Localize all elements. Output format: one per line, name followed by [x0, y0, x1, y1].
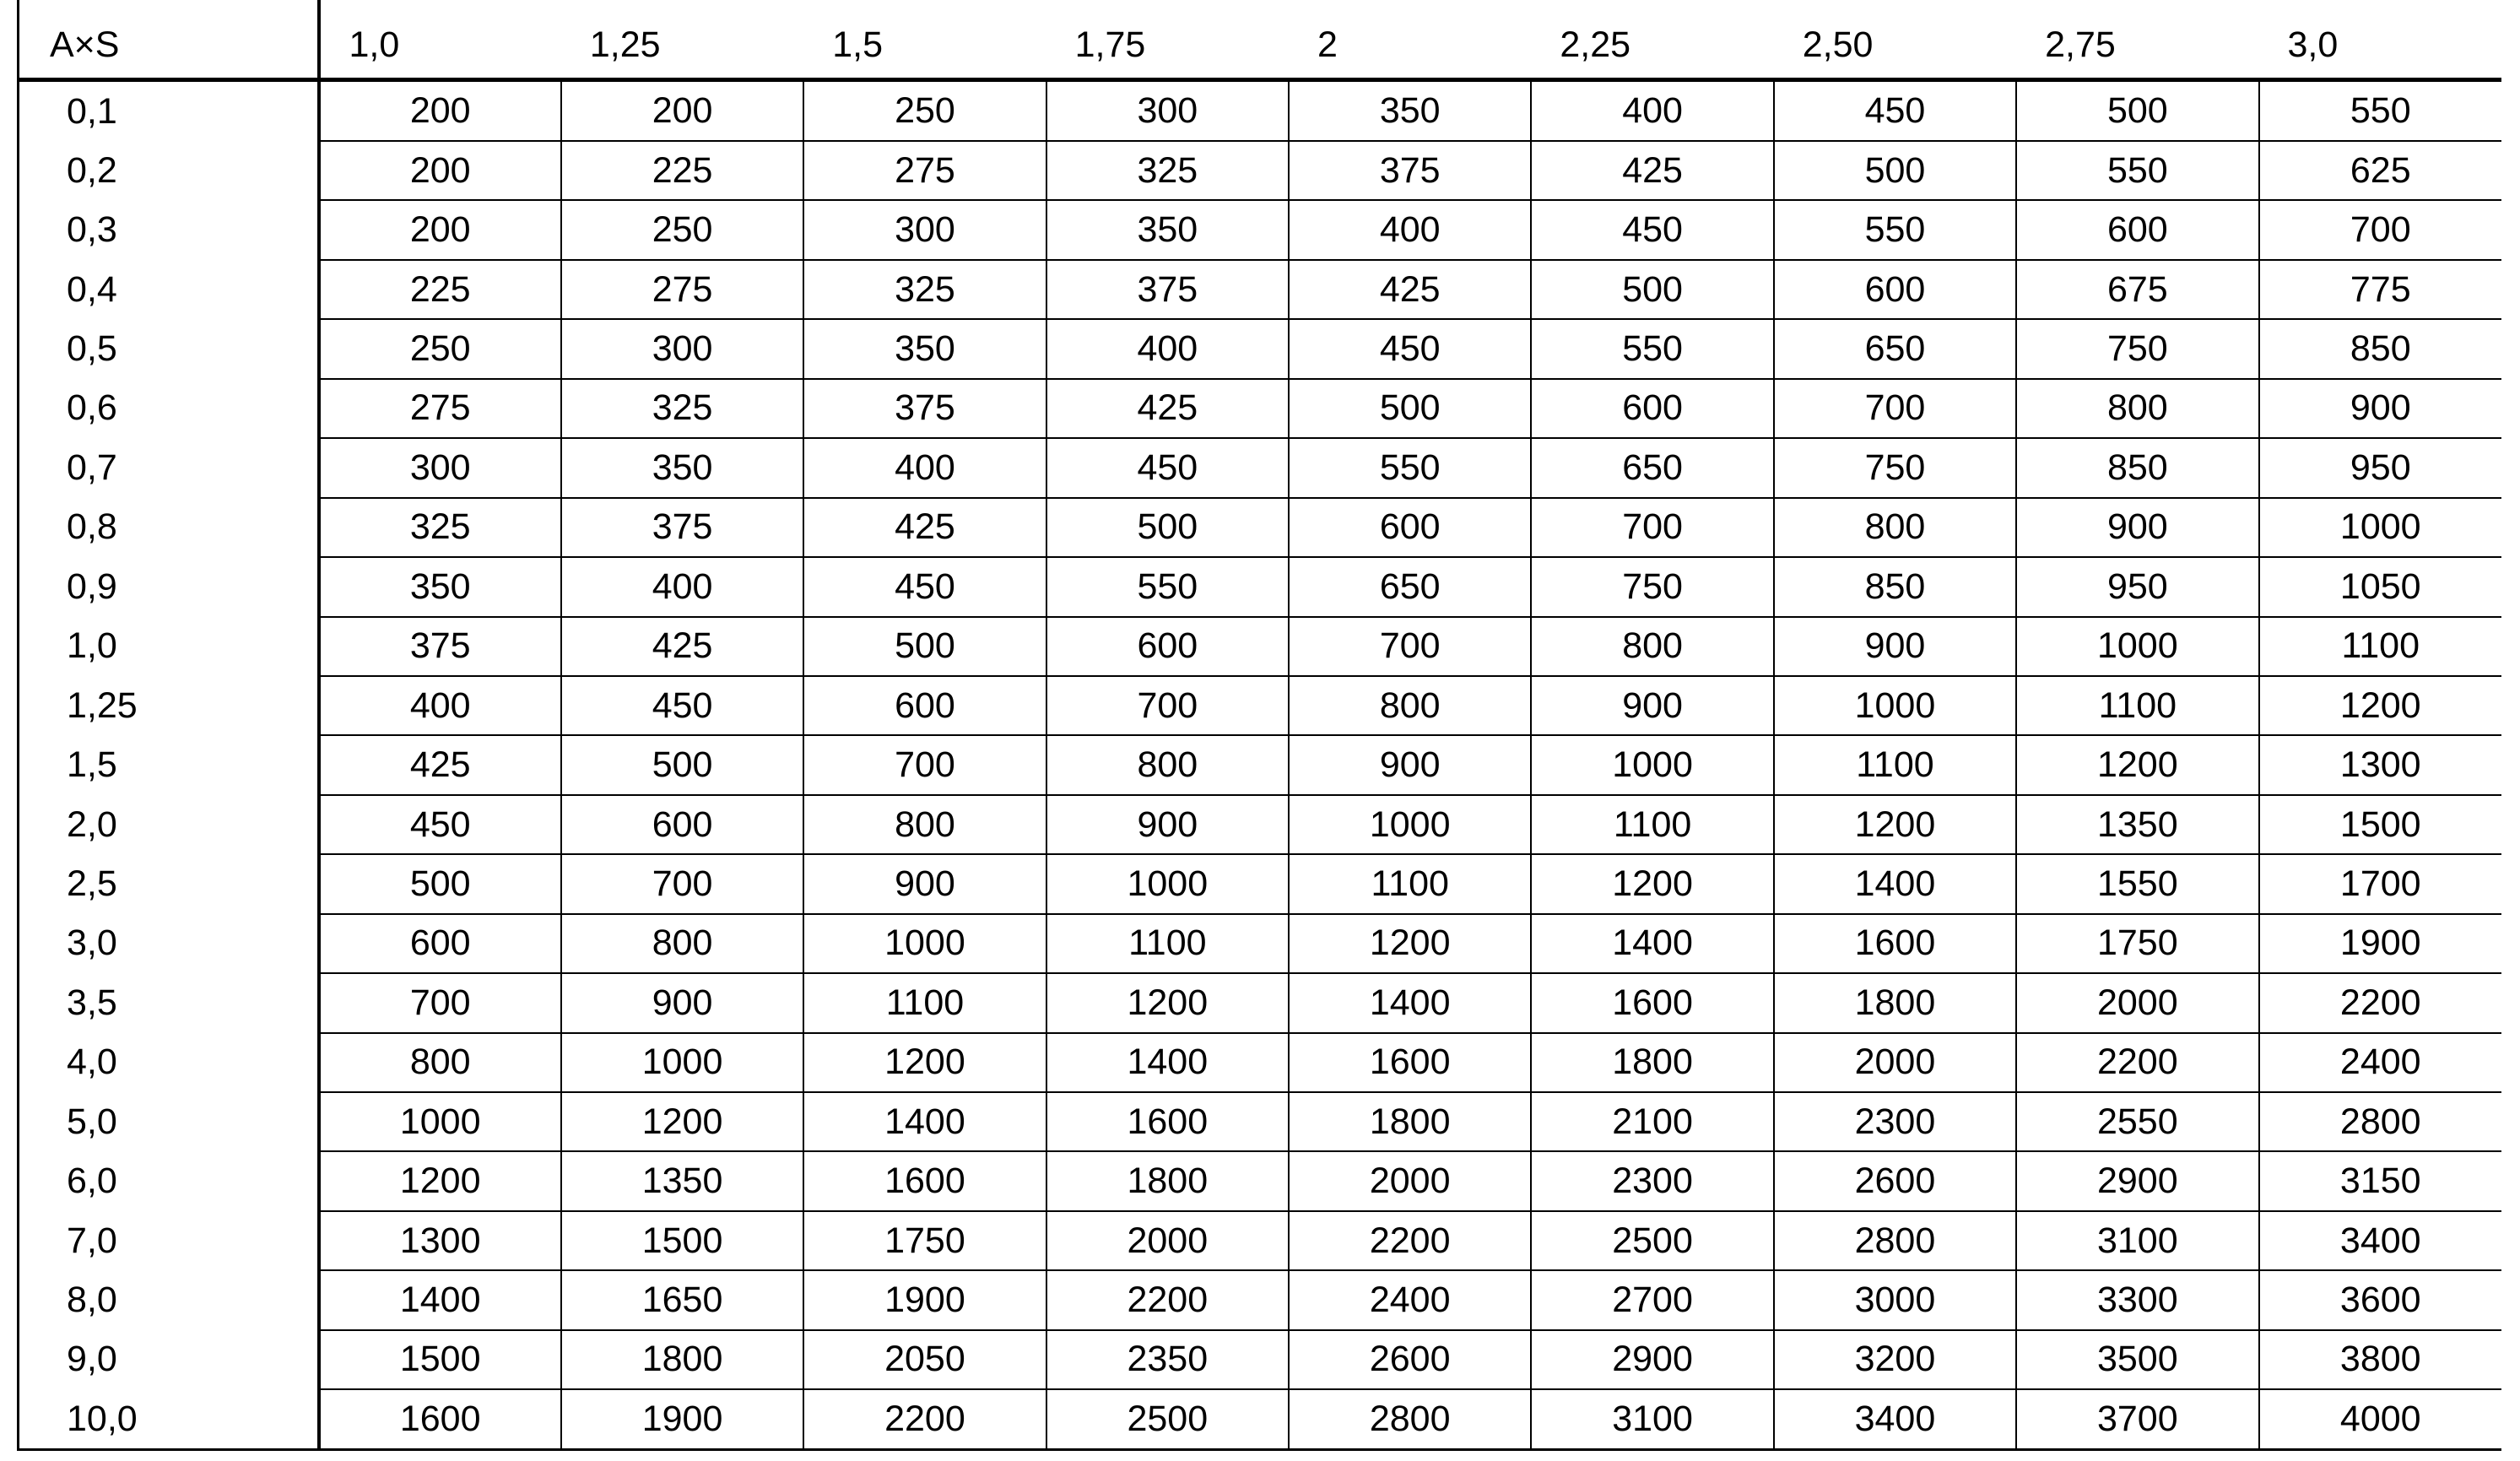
table-cell: 1000 — [1289, 795, 1531, 854]
table-cell: 3600 — [2259, 1270, 2502, 1329]
row-label: 1,0 — [19, 617, 319, 676]
table-cell: 1200 — [319, 1151, 561, 1210]
table-cell: 200 — [319, 200, 561, 259]
table-row — [19, 80, 2502, 142]
table-cell: 450 — [1289, 319, 1531, 378]
table-cell: 1100 — [1531, 795, 1773, 854]
table-cell: 450 — [803, 557, 1046, 616]
table-cell: 2200 — [803, 1389, 1046, 1449]
table-cell: 2600 — [1289, 1330, 1531, 1389]
row-label: 0,2 — [19, 141, 319, 200]
column-header: 1,75 — [1046, 0, 1289, 80]
table-cell: 425 — [319, 735, 561, 794]
table-cell: 325 — [561, 379, 803, 438]
table-cell: 750 — [2016, 319, 2258, 378]
table-cell: 3800 — [2259, 1330, 2502, 1389]
table-cell: 800 — [2016, 379, 2258, 438]
table-cell: 750 — [1531, 557, 1773, 616]
row-label: 3,0 — [19, 914, 319, 973]
row-label: 0,3 — [19, 200, 319, 259]
table-row — [19, 141, 2502, 200]
table-cell: 375 — [803, 379, 1046, 438]
table-cell: 2000 — [1046, 1211, 1289, 1270]
table-cell: 600 — [1289, 498, 1531, 557]
table-cell: 1100 — [1046, 914, 1289, 973]
table-cell: 700 — [1289, 617, 1531, 676]
table-cell: 1200 — [1046, 973, 1289, 1032]
table-cell: 850 — [2259, 319, 2502, 378]
table-cell: 500 — [1046, 498, 1289, 557]
table-cell: 1000 — [1531, 735, 1773, 794]
table-cell: 400 — [803, 438, 1046, 497]
table-cell: 775 — [2259, 260, 2502, 319]
table-cell: 3500 — [2016, 1330, 2258, 1389]
table-cell: 675 — [2016, 260, 2258, 319]
table-cell: 1200 — [803, 1033, 1046, 1092]
row-label: 0,7 — [19, 438, 319, 497]
table-cell: 1400 — [1289, 973, 1531, 1032]
table-row — [19, 260, 2502, 319]
table-cell: 1750 — [2016, 914, 2258, 973]
table-cell: 425 — [1046, 379, 1289, 438]
table-cell: 550 — [2016, 141, 2258, 200]
table-cell: 300 — [1046, 80, 1289, 142]
row-label: 0,6 — [19, 379, 319, 438]
table-row — [19, 1389, 2502, 1449]
row-label: 0,8 — [19, 498, 319, 557]
table-cell: 1000 — [319, 1092, 561, 1151]
table-cell: 600 — [1774, 260, 2016, 319]
column-header: 2 — [1289, 0, 1531, 80]
table-cell: 3200 — [1774, 1330, 2016, 1389]
table-cell: 425 — [803, 498, 1046, 557]
row-label: 3,5 — [19, 973, 319, 1032]
table-cell: 1500 — [561, 1211, 803, 1270]
table-cell: 2800 — [1774, 1211, 2016, 1270]
table-cell: 2350 — [1046, 1330, 1289, 1389]
table-cell: 1900 — [803, 1270, 1046, 1329]
table-container — [17, 0, 2501, 1461]
table-cell: 1000 — [803, 914, 1046, 973]
row-label: 6,0 — [19, 1151, 319, 1210]
table-cell: 250 — [561, 200, 803, 259]
column-header: 1,0 — [319, 0, 561, 80]
table-cell: 325 — [319, 498, 561, 557]
table-cell: 200 — [319, 80, 561, 142]
table-cell: 900 — [2259, 379, 2502, 438]
table-cell: 2300 — [1774, 1092, 2016, 1151]
table-cell: 2000 — [1289, 1151, 1531, 1210]
row-label: 0,9 — [19, 557, 319, 616]
table-cell: 2600 — [1774, 1151, 2016, 1210]
table-cell: 2300 — [1531, 1151, 1773, 1210]
table-cell: 900 — [1531, 676, 1773, 735]
table-cell: 1000 — [2259, 498, 2502, 557]
column-header: 3,0 — [2259, 0, 2502, 80]
table-cell: 700 — [803, 735, 1046, 794]
table-cell: 1600 — [1289, 1033, 1531, 1092]
table-cell: 600 — [561, 795, 803, 854]
table-cell: 200 — [561, 80, 803, 142]
table-cell: 2500 — [1531, 1211, 1773, 1270]
table-cell: 300 — [803, 200, 1046, 259]
table-cell: 800 — [1774, 498, 2016, 557]
table-row — [19, 438, 2502, 497]
row-label: 10,0 — [19, 1389, 319, 1449]
column-header: 2,25 — [1531, 0, 1773, 80]
table-cell: 3100 — [2016, 1211, 2258, 1270]
table-cell: 700 — [2259, 200, 2502, 259]
table-row — [19, 1033, 2502, 1092]
table-cell: 500 — [1531, 260, 1773, 319]
table-cell: 1400 — [1046, 1033, 1289, 1092]
table-cell: 1800 — [561, 1330, 803, 1389]
row-label: 0,4 — [19, 260, 319, 319]
table-cell: 1600 — [1774, 914, 2016, 973]
table-cell: 650 — [1289, 557, 1531, 616]
table-cell: 1200 — [1531, 854, 1773, 913]
table-cell: 1300 — [319, 1211, 561, 1270]
table-body — [19, 80, 2502, 1450]
table-cell: 1000 — [2016, 617, 2258, 676]
table-cell: 1200 — [1289, 914, 1531, 973]
table-cell: 1750 — [803, 1211, 1046, 1270]
table-cell: 550 — [1046, 557, 1289, 616]
table-cell: 700 — [1531, 498, 1773, 557]
table-cell: 250 — [319, 319, 561, 378]
table-cell: 950 — [2259, 438, 2502, 497]
table-row — [19, 1211, 2502, 1270]
table-cell: 1200 — [1774, 795, 2016, 854]
table-row — [19, 498, 2502, 557]
table-cell: 4000 — [2259, 1389, 2502, 1449]
row-label: 2,0 — [19, 795, 319, 854]
table-cell: 350 — [319, 557, 561, 616]
table-cell: 375 — [319, 617, 561, 676]
table-cell: 300 — [561, 319, 803, 378]
row-label: 5,0 — [19, 1092, 319, 1151]
table-cell: 425 — [561, 617, 803, 676]
table-row — [19, 914, 2502, 973]
table-cell: 500 — [319, 854, 561, 913]
table-cell: 1050 — [2259, 557, 2502, 616]
row-label: 9,0 — [19, 1330, 319, 1389]
table-cell: 700 — [561, 854, 803, 913]
corner-label: A×S — [19, 0, 319, 80]
table-cell: 1200 — [2259, 676, 2502, 735]
table-cell: 500 — [2016, 80, 2258, 142]
table-cell: 500 — [803, 617, 1046, 676]
row-label: 4,0 — [19, 1033, 319, 1092]
table-cell: 900 — [561, 973, 803, 1032]
table-cell: 1300 — [2259, 735, 2502, 794]
row-label: 7,0 — [19, 1211, 319, 1270]
table-cell: 1550 — [2016, 854, 2258, 913]
table-cell: 350 — [561, 438, 803, 497]
table-cell: 500 — [1774, 141, 2016, 200]
table-cell: 700 — [1046, 676, 1289, 735]
table-cell: 350 — [803, 319, 1046, 378]
table-cell: 2700 — [1531, 1270, 1773, 1329]
table-cell: 1650 — [561, 1270, 803, 1329]
table-cell: 1600 — [803, 1151, 1046, 1210]
table-cell: 500 — [1289, 379, 1531, 438]
table-cell: 375 — [1046, 260, 1289, 319]
table-cell: 1600 — [1531, 973, 1773, 1032]
table-row — [19, 854, 2502, 913]
table-cell: 2100 — [1531, 1092, 1773, 1151]
table-cell: 2200 — [1046, 1270, 1289, 1329]
table-cell: 3700 — [2016, 1389, 2258, 1449]
table-cell: 800 — [1531, 617, 1773, 676]
row-label: 1,5 — [19, 735, 319, 794]
table-cell: 2400 — [2259, 1033, 2502, 1092]
table-cell: 1700 — [2259, 854, 2502, 913]
table-cell: 375 — [1289, 141, 1531, 200]
row-label: 0,1 — [19, 80, 319, 142]
table-cell: 1000 — [1046, 854, 1289, 913]
table-cell: 600 — [803, 676, 1046, 735]
table-cell: 1500 — [319, 1330, 561, 1389]
table-cell: 550 — [1531, 319, 1773, 378]
table-cell: 800 — [319, 1033, 561, 1092]
table-cell: 1100 — [2259, 617, 2502, 676]
table-cell: 3300 — [2016, 1270, 2258, 1329]
table-cell: 1350 — [2016, 795, 2258, 854]
table-cell: 225 — [561, 141, 803, 200]
table-cell: 950 — [2016, 557, 2258, 616]
table-cell: 1100 — [2016, 676, 2258, 735]
table-cell: 1100 — [1774, 735, 2016, 794]
table-cell: 2200 — [2016, 1033, 2258, 1092]
table-cell: 1400 — [319, 1270, 561, 1329]
table-cell: 375 — [561, 498, 803, 557]
table-cell: 550 — [1289, 438, 1531, 497]
table-cell: 1800 — [1531, 1033, 1773, 1092]
table-cell: 1800 — [1774, 973, 2016, 1032]
row-label: 1,25 — [19, 676, 319, 735]
table-cell: 450 — [319, 795, 561, 854]
table-cell: 550 — [2259, 80, 2502, 142]
table-cell: 3400 — [2259, 1211, 2502, 1270]
table-cell: 2200 — [1289, 1211, 1531, 1270]
table-cell: 700 — [1774, 379, 2016, 438]
table-cell: 400 — [1531, 80, 1773, 142]
table-cell: 2900 — [2016, 1151, 2258, 1210]
table-cell: 275 — [319, 379, 561, 438]
table-cell: 1200 — [2016, 735, 2258, 794]
value-table — [17, 0, 2501, 1451]
table-cell: 1350 — [561, 1151, 803, 1210]
table-cell: 225 — [319, 260, 561, 319]
table-row — [19, 735, 2502, 794]
table-cell: 600 — [1531, 379, 1773, 438]
table-cell: 800 — [1289, 676, 1531, 735]
table-cell: 2900 — [1531, 1330, 1773, 1389]
column-header: 2,50 — [1774, 0, 2016, 80]
table-cell: 800 — [561, 914, 803, 973]
table-cell: 3400 — [1774, 1389, 2016, 1449]
table-cell: 650 — [1774, 319, 2016, 378]
table-cell: 1000 — [1774, 676, 2016, 735]
table-cell: 2800 — [1289, 1389, 1531, 1449]
table-cell: 2200 — [2259, 973, 2502, 1032]
column-header: 1,25 — [561, 0, 803, 80]
table-cell: 600 — [319, 914, 561, 973]
table-cell: 1900 — [2259, 914, 2502, 973]
table-cell: 900 — [1774, 617, 2016, 676]
table-row — [19, 379, 2502, 438]
table-row — [19, 319, 2502, 378]
table-row — [19, 557, 2502, 616]
table-cell: 1100 — [803, 973, 1046, 1032]
table-cell: 250 — [803, 80, 1046, 142]
table-cell: 700 — [319, 973, 561, 1032]
table-cell: 625 — [2259, 141, 2502, 200]
table-cell: 350 — [1289, 80, 1531, 142]
table-cell: 400 — [1046, 319, 1289, 378]
table-cell: 1800 — [1289, 1092, 1531, 1151]
table-row — [19, 1270, 2502, 1329]
table-cell: 600 — [1046, 617, 1289, 676]
row-label: 0,5 — [19, 319, 319, 378]
table-cell: 1400 — [1774, 854, 2016, 913]
table-row — [19, 1151, 2502, 1210]
column-header: 2,75 — [2016, 0, 2258, 80]
table-cell: 425 — [1289, 260, 1531, 319]
table-cell: 2800 — [2259, 1092, 2502, 1151]
table-cell: 900 — [1289, 735, 1531, 794]
header-row — [19, 0, 2502, 80]
table-cell: 600 — [2016, 200, 2258, 259]
row-label: 8,0 — [19, 1270, 319, 1329]
row-label: 2,5 — [19, 854, 319, 913]
table-header — [19, 0, 2502, 80]
table-row — [19, 973, 2502, 1032]
table-cell: 450 — [1531, 200, 1773, 259]
table-cell: 325 — [1046, 141, 1289, 200]
table-cell: 500 — [561, 735, 803, 794]
table-cell: 1800 — [1046, 1151, 1289, 1210]
table-cell: 400 — [319, 676, 561, 735]
table-cell: 1600 — [1046, 1092, 1289, 1151]
table-cell: 800 — [803, 795, 1046, 854]
table-cell: 650 — [1531, 438, 1773, 497]
table-row — [19, 1092, 2502, 1151]
table-cell: 1000 — [561, 1033, 803, 1092]
table-cell: 1900 — [561, 1389, 803, 1449]
table-cell: 1400 — [803, 1092, 1046, 1151]
table-cell: 2000 — [1774, 1033, 2016, 1092]
table-cell: 2550 — [2016, 1092, 2258, 1151]
table-cell: 1600 — [319, 1389, 561, 1449]
table-row — [19, 1330, 2502, 1389]
table-cell: 1400 — [1531, 914, 1773, 973]
table-cell: 1100 — [1289, 854, 1531, 913]
table-cell: 1500 — [2259, 795, 2502, 854]
table-cell: 900 — [803, 854, 1046, 913]
table-cell: 450 — [1774, 80, 2016, 142]
table-cell: 400 — [1289, 200, 1531, 259]
table-cell: 3100 — [1531, 1389, 1773, 1449]
table-row — [19, 795, 2502, 854]
table-cell: 200 — [319, 141, 561, 200]
table-cell: 2050 — [803, 1330, 1046, 1389]
table-cell: 325 — [803, 260, 1046, 319]
table-cell: 425 — [1531, 141, 1773, 200]
table-row — [19, 200, 2502, 259]
table-row — [19, 617, 2502, 676]
table-cell: 2500 — [1046, 1389, 1289, 1449]
table-cell: 400 — [561, 557, 803, 616]
table-cell: 350 — [1046, 200, 1289, 259]
table-cell: 550 — [1774, 200, 2016, 259]
table-cell: 850 — [2016, 438, 2258, 497]
table-cell: 900 — [2016, 498, 2258, 557]
table-cell: 450 — [1046, 438, 1289, 497]
table-cell: 850 — [1774, 557, 2016, 616]
column-header: 1,5 — [803, 0, 1046, 80]
table-cell: 750 — [1774, 438, 2016, 497]
table-cell: 300 — [319, 438, 561, 497]
table-cell: 275 — [561, 260, 803, 319]
table-cell: 2000 — [2016, 973, 2258, 1032]
table-cell: 900 — [1046, 795, 1289, 854]
table-cell: 3150 — [2259, 1151, 2502, 1210]
table-cell: 3000 — [1774, 1270, 2016, 1329]
table-cell: 1200 — [561, 1092, 803, 1151]
table-row — [19, 676, 2502, 735]
table-cell: 275 — [803, 141, 1046, 200]
table-cell: 800 — [1046, 735, 1289, 794]
table-cell: 2400 — [1289, 1270, 1531, 1329]
table-cell: 450 — [561, 676, 803, 735]
